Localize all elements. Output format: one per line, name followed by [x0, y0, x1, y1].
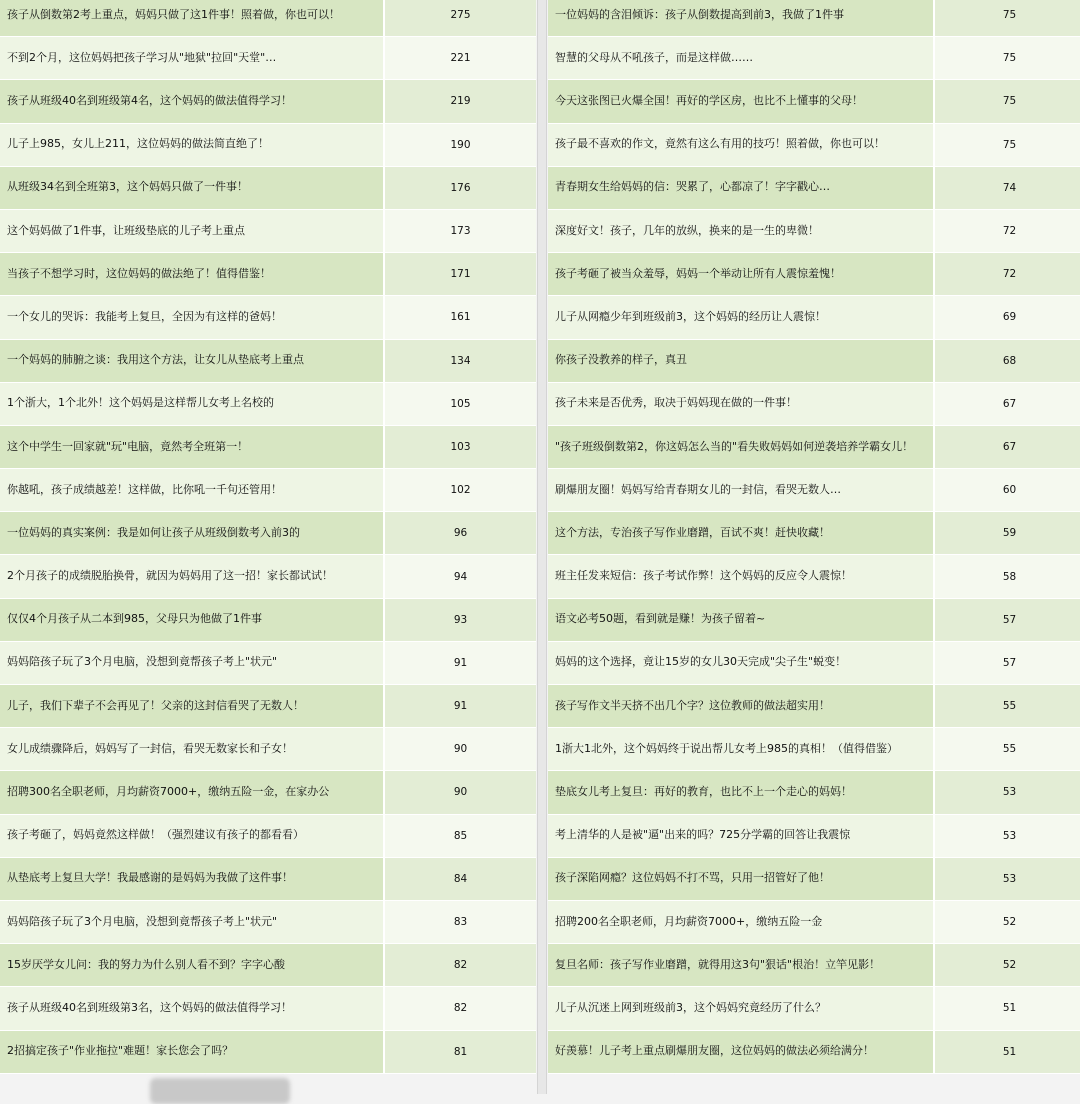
table-row[interactable] — [0, 685, 536, 728]
read-count-cell: 83 — [453, 916, 468, 929]
read-count-cell: 53 — [1002, 829, 1017, 842]
table-row[interactable] — [548, 210, 1080, 253]
table-row[interactable] — [0, 642, 536, 685]
article-title-cell[interactable]: 班主任发来短信：孩子考试作弊！这个妈妈的反应令人震惊！ — [548, 555, 935, 597]
table-row[interactable] — [548, 728, 1080, 771]
table-row[interactable] — [548, 37, 1080, 80]
read-count-cell: 75 — [1002, 9, 1017, 22]
read-count-cell: 51 — [1002, 1002, 1017, 1015]
blurred-watermark — [150, 1078, 290, 1104]
table-row[interactable] — [0, 210, 536, 253]
read-count-cell: 82 — [453, 1002, 468, 1015]
article-title-cell[interactable]: 从垫底考上复旦大学！我最感谢的是妈妈为我做了这件事！ — [0, 858, 385, 900]
article-title-cell[interactable]: "孩子班级倒数第2，你这妈怎么当的"看失败妈妈如何逆袭培养学霸女儿！ — [548, 426, 935, 468]
read-count-cell: 219 — [450, 95, 471, 108]
table-row[interactable] — [0, 901, 536, 944]
article-title-cell[interactable]: 招聘200名全职老师，月均薪资7000+，缴纳五险一金 — [548, 901, 935, 943]
table-row[interactable] — [0, 987, 536, 1030]
table-row[interactable] — [548, 944, 1080, 987]
article-title-cell[interactable]: 儿子从沉迷上网到班级前3，这个妈妈究竟经历了什么？ — [548, 987, 935, 1029]
article-title-cell[interactable]: 孩子考砸了，妈妈竟然这样做！（强烈建议有孩子的都看看） — [0, 815, 385, 857]
article-title-cell[interactable]: 垫底女儿考上复旦：再好的教育，也比不上一个走心的妈妈！ — [548, 771, 935, 813]
right-article-table — [548, 0, 1080, 1074]
article-title-cell[interactable]: 妈妈的这个选择，竟让15岁的女儿30天完成"尖子生"蜕变！ — [548, 642, 935, 684]
table-row[interactable] — [0, 167, 536, 210]
read-count-cell: 96 — [453, 527, 468, 540]
read-count-cell: 74 — [1002, 181, 1017, 194]
right-table-body — [548, 0, 1080, 1074]
article-title-cell[interactable]: 当孩子不想学习时，这位妈妈的做法绝了！值得借鉴！ — [0, 253, 385, 295]
read-count-cell: 190 — [450, 138, 471, 151]
read-count-cell: 57 — [1002, 656, 1017, 669]
article-title-cell[interactable]: 不到2个月，这位妈妈把孩子学习从"地狱"拉回"天堂"… — [0, 37, 385, 79]
read-count-cell: 91 — [453, 656, 468, 669]
table-row[interactable] — [0, 1031, 536, 1074]
read-count-cell: 67 — [1002, 440, 1017, 453]
table-row[interactable] — [548, 1031, 1080, 1074]
table-row[interactable] — [0, 426, 536, 469]
article-title-cell[interactable]: 孩子考砸了被当众羞辱，妈妈一个举动让所有人震惊羞愧！ — [548, 253, 935, 295]
table-row[interactable] — [548, 901, 1080, 944]
read-count-cell: 69 — [1002, 311, 1017, 324]
table-row[interactable] — [548, 80, 1080, 123]
table-row[interactable] — [548, 253, 1080, 296]
read-count-cell: 72 — [1002, 225, 1017, 238]
article-title-cell[interactable]: 2个月孩子的成绩脱胎换骨，就因为妈妈用了这一招！家长都试试！ — [0, 555, 385, 597]
read-count-cell: 84 — [453, 872, 468, 885]
table-row[interactable] — [0, 555, 536, 598]
table-row[interactable] — [548, 987, 1080, 1030]
left-article-table — [0, 0, 536, 1074]
read-count-cell: 94 — [453, 570, 468, 583]
table-row[interactable] — [548, 685, 1080, 728]
article-title-cell[interactable]: 2招搞定孩子"作业拖拉"难题！家长您会了吗？ — [0, 1031, 385, 1073]
table-row[interactable] — [0, 815, 536, 858]
table-row[interactable] — [548, 383, 1080, 426]
article-title-cell[interactable]: 这个妈妈做了1件事，让班级垫底的儿子考上重点 — [0, 210, 385, 252]
read-count-cell: 85 — [453, 829, 468, 842]
read-count-cell: 134 — [450, 354, 471, 367]
table-row[interactable] — [0, 599, 536, 642]
article-title-cell[interactable]: 妈妈陪孩子玩了3个月电脑，没想到竟帮孩子考上"状元" — [0, 901, 385, 943]
article-title-cell[interactable]: 孩子最不喜欢的作文，竟然有这么有用的技巧！照着做，你也可以！ — [548, 124, 935, 166]
read-count-cell: 91 — [453, 700, 468, 713]
article-title-cell[interactable]: 考上清华的人是被"逼"出来的吗？725分学霸的回答让我震惊 — [548, 815, 935, 857]
table-row[interactable] — [0, 858, 536, 901]
read-count-cell: 52 — [1002, 959, 1017, 972]
read-count-cell: 53 — [1002, 786, 1017, 799]
article-title-cell[interactable]: 妈妈陪孩子玩了3个月电脑，没想到竟帮孩子考上"状元" — [0, 642, 385, 684]
article-title-cell[interactable]: 1个浙大，1个北外！这个妈妈是这样帮儿女考上名校的 — [0, 383, 385, 425]
table-row[interactable] — [548, 771, 1080, 814]
read-count-cell: 81 — [453, 1045, 468, 1058]
read-count-cell: 68 — [1002, 354, 1017, 367]
article-title-cell[interactable]: 孩子从班级40名到班级第3名，这个妈妈的做法值得学习！ — [0, 987, 385, 1029]
table-row[interactable] — [548, 124, 1080, 167]
read-count-cell: 176 — [450, 181, 471, 194]
read-count-cell: 102 — [450, 484, 471, 497]
table-row[interactable] — [0, 512, 536, 555]
table-row[interactable] — [548, 167, 1080, 210]
table-row[interactable] — [0, 469, 536, 512]
article-title-cell[interactable]: 一位妈妈的真实案例：我是如何让孩子从班级倒数考入前3的 — [0, 512, 385, 554]
article-title-cell[interactable]: 招聘300名全职老师，月均薪资7000+，缴纳五险一金，在家办公 — [0, 771, 385, 813]
article-title-cell[interactable]: 智慧的父母从不吼孩子，而是这样做…… — [548, 37, 935, 79]
article-title-cell[interactable]: 复旦名师：孩子写作业磨蹭，就得用这3句"狠话"根治！立竿见影！ — [548, 944, 935, 986]
table-row[interactable] — [548, 858, 1080, 901]
table-row[interactable] — [0, 944, 536, 987]
table-row[interactable] — [548, 642, 1080, 685]
article-title-cell[interactable]: 孩子深陷网瘾？这位妈妈不打不骂，只用一招管好了他！ — [548, 858, 935, 900]
read-count-cell: 173 — [450, 225, 471, 238]
article-title-cell[interactable]: 这个方法，专治孩子写作业磨蹭，百试不爽！赶快收藏！ — [548, 512, 935, 554]
read-count-cell: 93 — [453, 613, 468, 626]
read-count-cell: 55 — [1002, 743, 1017, 756]
table-row[interactable] — [548, 340, 1080, 383]
read-count-cell: 90 — [453, 743, 468, 756]
read-count-cell: 55 — [1002, 700, 1017, 713]
read-count-cell: 58 — [1002, 570, 1017, 583]
article-title-cell[interactable]: 儿子从网瘾少年到班级前3，这个妈妈的经历让人震惊！ — [548, 296, 935, 338]
read-count-cell: 103 — [450, 440, 471, 453]
article-title-cell[interactable]: 15岁厌学女儿问：我的努力为什么别人看不到？字字心酸 — [0, 944, 385, 986]
read-count-cell: 57 — [1002, 613, 1017, 626]
article-title-cell[interactable]: 深度好文！孩子，几年的放纵，换来的是一生的卑微！ — [548, 210, 935, 252]
article-title-cell[interactable]: 青春期女生给妈妈的信：哭累了，心都凉了！字字戳心… — [548, 167, 935, 209]
read-count-cell: 82 — [453, 959, 468, 972]
read-count-cell: 67 — [1002, 397, 1017, 410]
article-title-cell[interactable]: 一个妈妈的肺腑之谈：我用这个方法，让女儿从垫底考上重点 — [0, 340, 385, 382]
article-title-cell[interactable]: 孩子未来是否优秀，取决于妈妈现在做的一件事！ — [548, 383, 935, 425]
read-count-cell: 75 — [1002, 138, 1017, 151]
table-row[interactable] — [0, 728, 536, 771]
article-title-cell[interactable]: 一位妈妈的含泪倾诉：孩子从倒数提高到前3，我做了1件事 — [548, 0, 935, 36]
article-title-cell[interactable]: 女儿成绩骤降后，妈妈写了一封信，看哭无数家长和子女！ — [0, 728, 385, 770]
article-title-cell[interactable]: 刷爆朋友圈！妈妈写给青春期女儿的一封信，看哭无数人… — [548, 469, 935, 511]
article-title-cell[interactable]: 好羡慕！儿子考上重点刷爆朋友圈，这位妈妈的做法必须给满分！ — [548, 1031, 935, 1073]
read-count-cell: 161 — [450, 311, 471, 324]
read-count-cell: 51 — [1002, 1045, 1017, 1058]
table-row[interactable] — [0, 340, 536, 383]
read-count-cell: 275 — [450, 9, 471, 22]
read-count-cell: 52 — [1002, 916, 1017, 929]
table-row[interactable] — [0, 253, 536, 296]
read-count-cell: 75 — [1002, 52, 1017, 65]
table-row[interactable] — [0, 37, 536, 80]
article-title-cell[interactable]: 儿子上985，女儿上211，这位妈妈的做法简直绝了！ — [0, 124, 385, 166]
table-row[interactable] — [548, 815, 1080, 858]
read-count-cell: 60 — [1002, 484, 1017, 497]
read-count-cell: 221 — [450, 52, 471, 65]
article-title-cell[interactable]: 今天这张图已火爆全国！再好的学区房，也比不上懂事的父母！ — [548, 80, 935, 122]
table-row[interactable] — [0, 124, 536, 167]
table-row[interactable] — [0, 80, 536, 123]
article-title-cell[interactable]: 一个女儿的哭诉：我能考上复旦，全因为有这样的爸妈！ — [0, 296, 385, 338]
read-count-cell: 75 — [1002, 95, 1017, 108]
article-title-cell[interactable]: 孩子从倒数第2考上重点，妈妈只做了这1件事！照着做，你也可以！ — [0, 0, 385, 36]
read-count-cell: 72 — [1002, 268, 1017, 281]
article-title-cell[interactable]: 儿子，我们下辈子不会再见了！父亲的这封信看哭了无数人！ — [0, 685, 385, 727]
read-count-cell: 90 — [453, 786, 468, 799]
table-row[interactable] — [548, 599, 1080, 642]
table-row[interactable] — [548, 512, 1080, 555]
article-title-cell[interactable]: 你孩子没教养的样子，真丑 — [548, 340, 935, 382]
left-table-body — [0, 0, 536, 1074]
article-title-cell[interactable]: 从班级34名到全班第3，这个妈妈只做了一件事！ — [0, 167, 385, 209]
table-row[interactable] — [548, 0, 1080, 37]
article-title-cell[interactable]: 这个中学生一回家就"玩"电脑，竟然考全班第一！ — [0, 426, 385, 468]
table-row[interactable] — [0, 771, 536, 814]
table-row[interactable] — [0, 383, 536, 426]
table-row[interactable] — [0, 0, 536, 37]
read-count-cell: 105 — [450, 397, 471, 410]
article-title-cell[interactable]: 孩子从班级40名到班级第4名，这个妈妈的做法值得学习！ — [0, 80, 385, 122]
read-count-cell: 53 — [1002, 872, 1017, 885]
table-row[interactable] — [548, 555, 1080, 598]
table-row[interactable] — [0, 296, 536, 339]
read-count-cell: 59 — [1002, 527, 1017, 540]
article-title-cell[interactable]: 语文必考50题，看到就是赚！为孩子留着~ — [548, 599, 935, 641]
panel-divider — [537, 0, 547, 1094]
article-title-cell[interactable]: 仅仅4个月孩子从二本到985，父母只为他做了1件事 — [0, 599, 385, 641]
table-row[interactable] — [548, 469, 1080, 512]
table-row[interactable] — [548, 426, 1080, 469]
article-title-cell[interactable]: 1浙大1北外，这个妈妈终于说出帮儿女考上985的真相！（值得借鉴） — [548, 728, 935, 770]
article-title-cell[interactable]: 孩子写作文半天挤不出几个字？这位教师的做法超实用！ — [548, 685, 935, 727]
article-title-cell[interactable]: 你越吼，孩子成绩越差！这样做，比你吼一千句还管用！ — [0, 469, 385, 511]
read-count-cell: 171 — [450, 268, 471, 281]
table-row[interactable] — [548, 296, 1080, 339]
